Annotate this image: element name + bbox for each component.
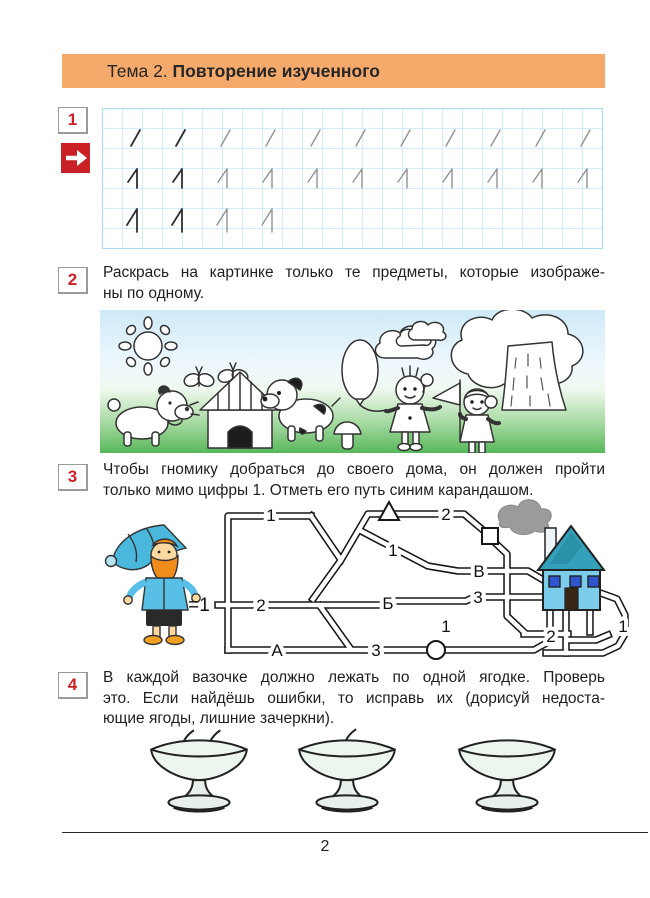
arrow-right-icon xyxy=(61,143,90,173)
gnome-drawing xyxy=(106,525,201,645)
maze-start-label: =1 xyxy=(188,595,210,616)
footer-rule xyxy=(62,832,648,833)
task-3-number-label: 3 xyxy=(67,467,78,486)
task-1-number-label: 1 xyxy=(67,110,78,129)
vase-2 xyxy=(291,727,403,821)
cloud-drawing-3 xyxy=(408,322,445,341)
vase-3 xyxy=(451,727,563,821)
maze-label: 3 xyxy=(473,588,483,607)
maze-label: 2 xyxy=(441,505,451,524)
task-2-number-label: 2 xyxy=(67,270,78,289)
coloring-picture xyxy=(100,310,605,453)
vase-1 xyxy=(143,727,255,821)
task-2-text xyxy=(103,263,605,304)
task-4-line3: ющие ягоды, лишние зачеркни). xyxy=(103,710,335,727)
task-2-number xyxy=(58,267,88,294)
task-2-line2: ны по одному. xyxy=(103,284,205,302)
practice-grid xyxy=(102,108,603,249)
circle-icon xyxy=(427,641,445,659)
smoke-drawing xyxy=(498,500,551,535)
maze-label: 1 xyxy=(441,617,451,636)
maze-label: В xyxy=(473,562,485,581)
task-4-line2: это. Если найдёшь ошибки, то исправь их (дорисуй недоста- xyxy=(103,689,605,707)
task-4-number-label: 4 xyxy=(67,675,78,694)
square-icon xyxy=(482,528,498,544)
task-4-text xyxy=(103,668,605,730)
maze-label: Б xyxy=(382,594,394,613)
task-3-line1: Чтобы гномику добраться до своего дома, он должен пройти xyxy=(103,461,605,478)
theme-title: Повторение изученного xyxy=(172,61,380,81)
door-drawing xyxy=(565,588,578,610)
maze-label: 1 xyxy=(618,617,628,636)
theme-label: Тема 2. xyxy=(107,61,168,81)
task-3-text xyxy=(103,460,605,501)
task-4-line1: В каждой вазочке должно лежать по одной ягодке. Проверь xyxy=(103,669,605,686)
task-3-number xyxy=(58,464,88,491)
task-1-number xyxy=(58,107,88,134)
window-drawing xyxy=(549,576,560,587)
page-number: 2 xyxy=(320,838,330,855)
window-drawing xyxy=(570,576,581,587)
start-arrow-icon xyxy=(61,143,90,173)
maze-label: 1 xyxy=(388,541,398,560)
task-4-number xyxy=(58,672,88,699)
maze-label: 2 xyxy=(546,627,556,646)
maze-label: А xyxy=(271,641,283,660)
maze-label: 3 xyxy=(371,641,381,660)
maze-label: 1 xyxy=(266,506,276,525)
task-2-line1: Раскрась на картинке только те предметы, которые изображе- xyxy=(103,264,605,281)
theme-header xyxy=(62,54,605,88)
window-drawing xyxy=(588,576,599,587)
task-3-line2: только мимо цифры 1. Отметь его путь синим карандашом. xyxy=(103,481,534,499)
maze-label: 2 xyxy=(256,596,266,615)
maze-picture xyxy=(98,498,640,670)
